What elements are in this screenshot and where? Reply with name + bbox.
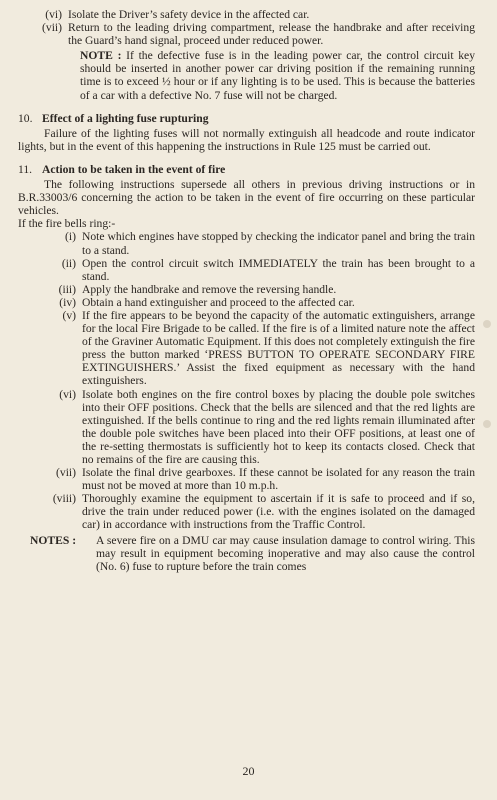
list-item (18, 257, 475, 283)
section-title: Effect of a lighting fuse rupturing (42, 111, 209, 125)
list-item (18, 466, 475, 492)
fire-bells-line: If the fire bells ring:- (18, 217, 116, 231)
notes-block (18, 534, 475, 573)
list-item (18, 283, 475, 296)
list-item (18, 230, 475, 256)
item-text: If the fire appears to be beyond the capacity of the automatic extinguishers, arrange for the local Fire Brigade to be called. If the fire is of a limited nature note the affect of the Graviner Automatic Equipment. If this does not completely extinguish the fire press the button marked ‘PRESS BUTTON TO OPERATE SECONDARY FIRE EXTINGUISHERS.’ Assist the fixed equipment as necessary with the hand extinguishers. (82, 308, 475, 388)
item-text: Isolate the final drive gearboxes. If these cannot be isolated for any reason the train must not be moved at more than 10 m.p.h. (82, 466, 475, 493)
note-label: NOTE : (80, 49, 122, 63)
item-text: Open the control circuit switch IMMEDIATELY the train has been brought to a stand. (82, 256, 475, 283)
item-text: Isolate the Driver’s safety device in the affected car. (68, 8, 310, 21)
item-text: Thoroughly examine the equipment to ascertain if it is safe to proceed and if so, drive the train under reduced power (i.e. with the engines isolated on the damaged car) in accordance with instructions from the Traffic Control. (82, 492, 475, 532)
section-11-heading (18, 163, 475, 176)
list-item (18, 492, 475, 531)
item-number: (i) (65, 230, 76, 244)
list-item (18, 309, 475, 388)
note-text: If the defective fuse is in the leading power car, the control circuit key should be inserted in another power car driving position if the remaining running time is to exceed ½ hour or if any lighting is to be used. This is because the batteries of a car with a defective No. 7 fuse will not be charged. (80, 49, 475, 102)
note-block (80, 49, 475, 101)
section-11-intro: The following instructions supersede all others in previous driving instructions or in B.R.33003/6 concerning the action to be taken in the event of fire occurring on these particular vehicles. (18, 178, 475, 218)
item-text: Apply the handbrake and remove the reversing handle. (82, 282, 337, 296)
item-number: (iii) (58, 282, 76, 296)
notes-text: A severe fire on a DMU car may cause insulation damage to control wiring. This may result in equipment becoming inoperative and may also cause the control (No. 6) fuse to rupture before the train comes (96, 533, 475, 573)
item-number: (vii) (42, 21, 62, 35)
item-text: Isolate both engines on the fire control boxes by placing the double pole switches into their OFF positions. Check that the bells are silenced and that the red lights are extinguished. If the bells continue to ring and the red lights remain illuminated after the double pole switches have been placed into their OFF positions, at least one of the re-setting thermostats is sufficiently hot to keep its contacts closed. Check that no remains of the fire are causing this. (82, 387, 475, 466)
list-item (18, 8, 475, 21)
top-item-list (18, 8, 475, 47)
list-item (18, 21, 475, 47)
list-item (18, 388, 475, 467)
item-number: (iv) (59, 295, 76, 309)
section-number: 11. (18, 162, 33, 176)
item-number: (ii) (61, 256, 76, 270)
section-title: Action to be taken in the event of fire (42, 162, 226, 176)
item-number: (vi) (45, 8, 62, 21)
section-10-body: Failure of the lighting fuses will not normally extinguish all headcode and route indicator lights, but in the event of this happening the instructions in Rule 125 must be carried out. (18, 126, 475, 153)
list-item (18, 296, 475, 309)
item-number: (vii) (56, 466, 76, 480)
item-text: Obtain a hand extinguisher and proceed to the affected car. (82, 295, 355, 309)
item-number: (v) (62, 308, 76, 322)
item-text: Return to the leading driving compartment, release the handbrake and after receiving the Guard’s hand signal, proceed under reduced power. (68, 21, 475, 48)
notes-label: NOTES : (30, 533, 77, 547)
section-number: 10. (18, 111, 33, 125)
binding-hole-mark (483, 320, 491, 328)
item-number: (vi) (59, 387, 76, 401)
binding-hole-mark (483, 420, 491, 428)
page-number: 20 (242, 764, 255, 778)
section-10-heading (18, 112, 475, 125)
item-text: Note which engines have stopped by checking the indicator panel and bring the train to a stand. (82, 230, 475, 257)
fire-action-list (18, 230, 475, 531)
item-number: (viii) (52, 492, 76, 506)
